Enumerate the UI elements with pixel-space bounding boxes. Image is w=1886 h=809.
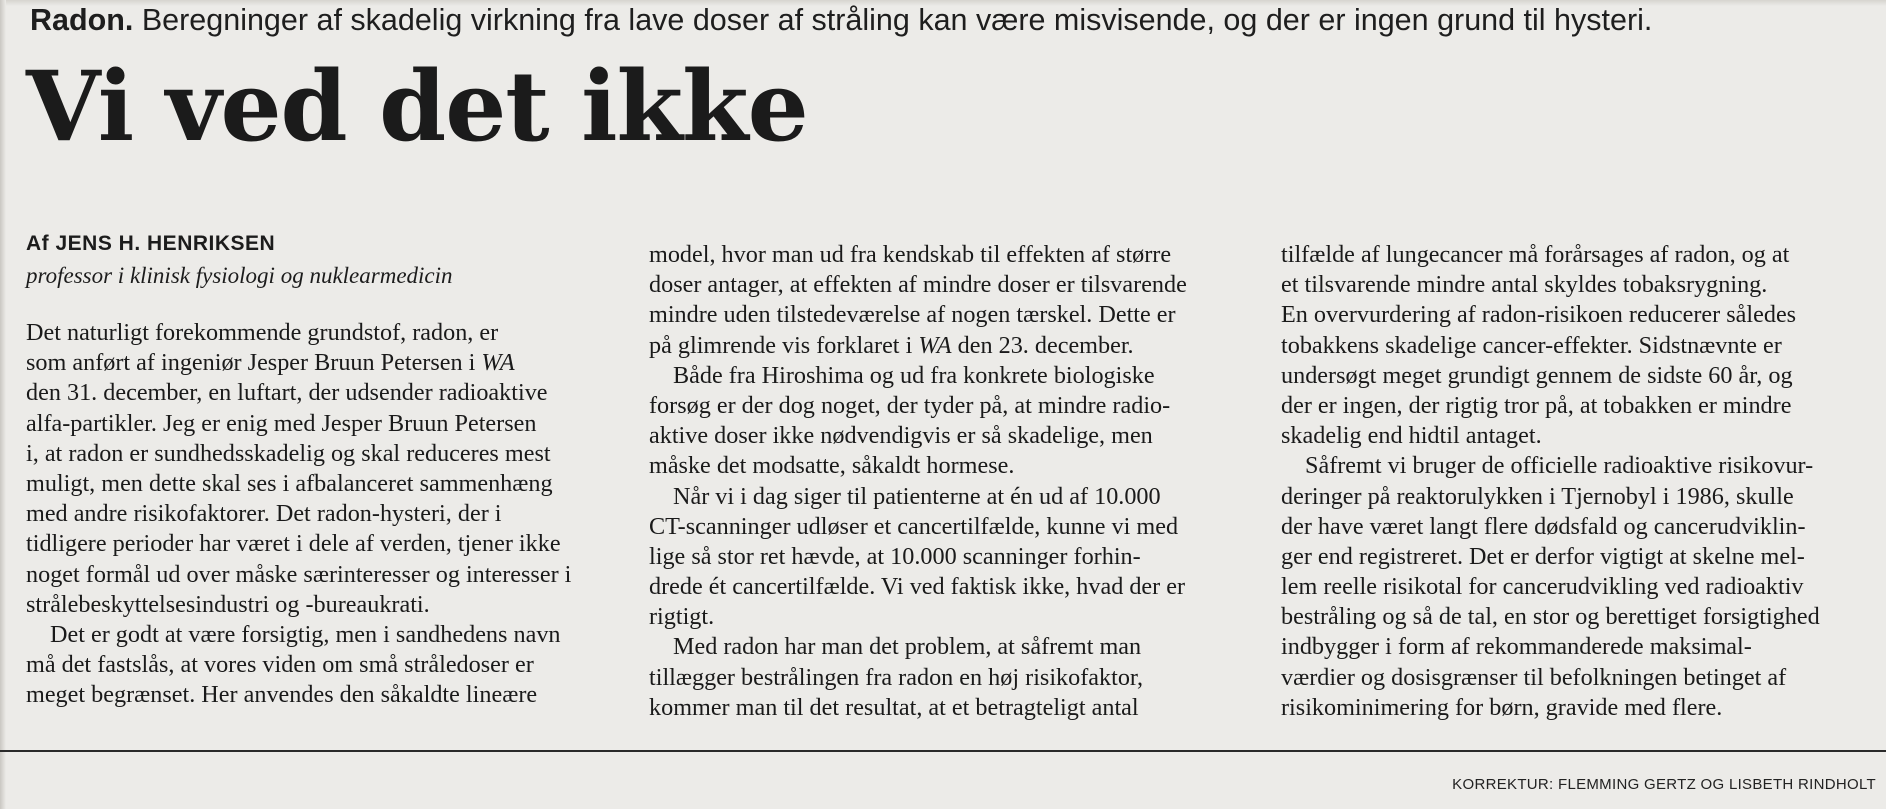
publication-name: WA (918, 331, 952, 359)
text-line: ger end registreret. Det er derfor vigtigt at skelne mel- (1281, 542, 1805, 570)
author-title: professor i klinisk fysiologi og nuklearmedicin (26, 263, 453, 288)
text-line: Såfremt vi bruger de officielle radioaktive risikovur- (1305, 452, 1814, 480)
text-line: noget formål ud over måske særinteresser og interesser i (26, 560, 572, 588)
article-column-1 (26, 318, 626, 710)
kicker (30, 0, 1880, 40)
text-line: Både fra Hiroshima og ud fra konkrete biologiske (673, 361, 1155, 389)
headline: Vi ved det ikke (26, 50, 808, 163)
text-line: drede ét cancertilfælde. Vi ved faktisk ikke, hvad der er (649, 573, 1186, 601)
text-line: deringer på reaktorulykken i Tjernobyl i 1986, skulle (1281, 482, 1794, 510)
text-line: aktive doser ikke nødvendigvis er så skadelige, men (649, 422, 1153, 450)
text-line: doser antager, at effekten af mindre doser er tilsvarende (649, 271, 1187, 299)
proofreading-credit: KORREKTUR: FLEMMING GERTZ OG LISBETH RINDHOLT (1452, 776, 1876, 793)
text-line: forsøg er der dog noget, der tyder på, at mindre radio- (649, 391, 1171, 419)
text-line: der have været langt flere dødsfald og cancerudviklin- (1281, 512, 1806, 540)
text-line: undersøgt meget grundigt gennem de sidste 60 år, og (1281, 361, 1793, 389)
publication-name: WA (481, 349, 515, 377)
text-line: med andre risikofaktorer. Det radon-hysteri, der i (26, 500, 502, 528)
text-line: bestråling og så de tal, en stor og berettiget forsigtighed (1281, 603, 1820, 631)
text-line: lem reelle risikotal for cancerudvikling ved radioaktiv (1281, 573, 1804, 601)
text-line: kommer man til det resultat, at et betragteligt antal (649, 693, 1139, 721)
text-line: muligt, men dette skal ses i afbalanceret sammenhæng (26, 469, 553, 497)
text-line: den 31. december, en luftart, der udsender radioaktive (26, 379, 548, 407)
text-fragment: den 23. december. (957, 331, 1134, 359)
text-fragment: på glimrende vis forklaret i (649, 331, 913, 359)
text-line: Det er godt at være forsigtig, men i sandhedens navn (50, 620, 561, 648)
article-column-2 (649, 240, 1249, 723)
text-line: mindre uden tilstedeværelse af nogen tærskel. Dette er (649, 301, 1176, 329)
text-line: lige så stor ret hævde, at 10.000 scanninger forhin- (649, 542, 1141, 570)
text-line: alfa-partikler. Jeg er enig med Jesper Bruun Petersen (26, 409, 537, 437)
text-line: Det naturligt forekommende grundstof, radon, er (26, 319, 499, 346)
text-line: værdier og dosisgrænser til befolkningen betinget af (1281, 663, 1787, 691)
text-line: tillægger bestrålingen fra radon en høj risikofaktor, (649, 663, 1144, 691)
text-line: tidligere perioder har været i dele af verden, tjener ikke (26, 530, 561, 558)
text-line (26, 348, 626, 378)
text-line: En overvurdering af radon-risikoen reducerer således (1281, 301, 1797, 329)
article-column-3 (1281, 240, 1881, 723)
kicker-lead: Radon. (30, 3, 134, 37)
text-line: model, hvor man ud fra kendskab til effekten af større (649, 241, 1172, 268)
text-line: i, at radon er sundhedsskadelig og skal reduceres mest (26, 439, 551, 467)
text-line: må det fastslås, at vores viden om små stråledoser er (26, 651, 534, 679)
text-line: et tilsvarende mindre antal skyldes tobaksrygning. (1281, 271, 1768, 299)
text-line: risikominimering for børn, gravide med flere. (1281, 693, 1723, 721)
text-line: tobakkens skadelige cancer-effekter. Sidstnævnte er (1281, 331, 1782, 359)
text-line: CT-scanninger udløser et cancertilfælde, kunne vi med (649, 512, 1179, 540)
byline: Af JENS H. HENRIKSEN (26, 232, 276, 255)
text-fragment: som anført af ingeniør Jesper Bruun Petersen i (26, 349, 476, 377)
text-line: måske det modsatte, såkaldt hormese. (649, 452, 1015, 480)
text-line: Med radon har man det problem, at såfremt man (673, 633, 1142, 661)
text-line: der er ingen, der rigtig tror på, at tobakken er mindre (1281, 391, 1792, 419)
text-line: strålebeskyttelsesindustri og -bureaukrati. (26, 590, 430, 618)
text-line: rigtigt. (649, 603, 715, 631)
text-line: tilfælde af lungecancer må forårsages af radon, og at (1281, 241, 1790, 268)
text-line: Når vi i dag siger til patienterne at én ud af 10.000 (673, 482, 1161, 510)
text-line (649, 331, 1249, 361)
text-line: indbygger i form af rekommanderede maksimal- (1281, 633, 1752, 661)
text-line: meget begrænset. Her anvendes den såkaldte lineære (26, 681, 538, 709)
bottom-rule (0, 750, 1886, 752)
text-line: skadelig end hidtil antaget. (1281, 422, 1542, 450)
page-left-edge (0, 0, 6, 809)
kicker-text: Beregninger af skadelig virkning fra lave doser af stråling kan være misvisende, og der er ingen grund til hysteri. (141, 3, 1653, 37)
